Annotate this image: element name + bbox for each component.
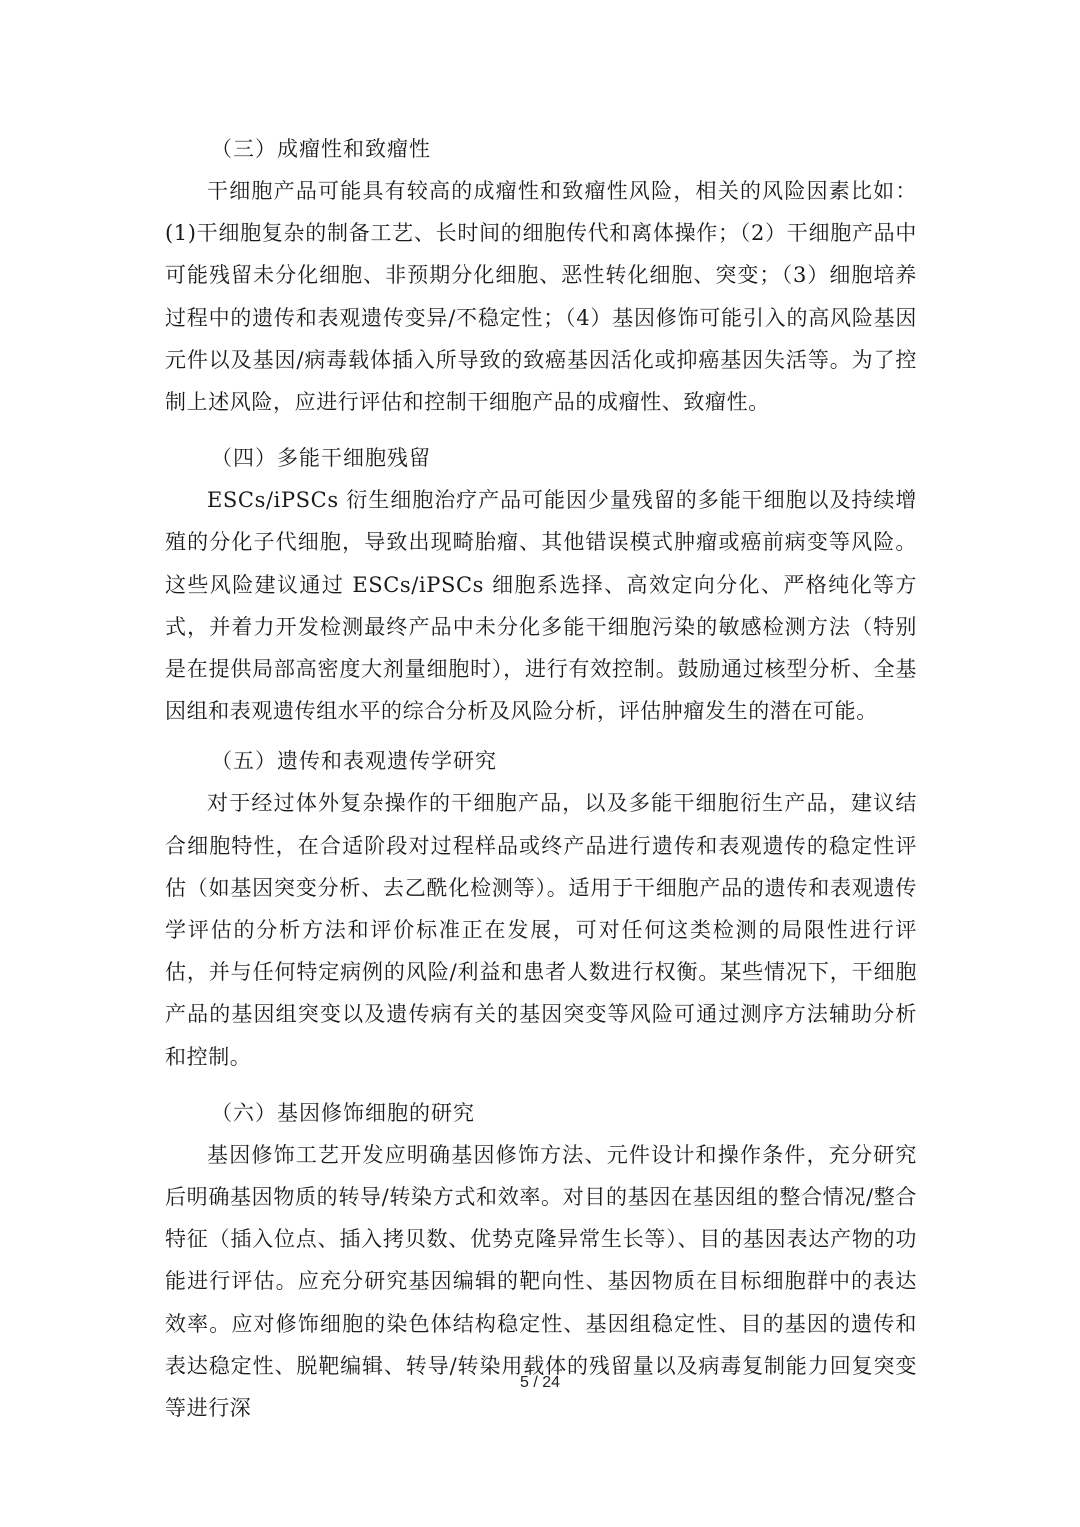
section-body-6: 基因修饰工艺开发应明确基因修饰方法、元件设计和操作条件，充分研究后明确基因物质的转导/转染方式和效率。对目的基因在基因组的整合情况/整合特征（插入位点、插入拷贝数、优势克隆异常生长等）、目的基因表达产物的功能进行评估。应充分研究基因编辑的靶向性、基因物质在目标细胞群中的表达效率。应对修饰细胞的染色体结构稳定性、基因组稳定性、目的基因的遗传和表达稳定性、脱靶编辑、转导/转染用载体的残留量以及病毒复制能力回复突变等进行深 bbox=[165, 1142, 917, 1421]
section-body-4: ESCs/iPSCs 衍生细胞治疗产品可能因少量残留的多能干细胞以及持续增殖的分化子代细胞，导致出现畸胎瘤、其他错误模式肿瘤或癌前病变等风险。这些风险建议通过 ESCs/iPSCs 细胞系选择、高效定向分化、严格纯化等方式，并着力开发检测最终产品中未分化多能干细胞污染的敏感检测方法（特别是在提供局部高密度大剂量细胞时），进行有效控制。鼓励通过核型分析、全基因组和表观遗传组水平的综合分析及风险分析，评估肿瘤发生的潜在可能。 bbox=[165, 488, 917, 724]
section-body-3: 干细胞产品可能具有较高的成瘤性和致瘤性风险，相关的风险因素比如：(1)干细胞复杂的制备工艺、长时间的细胞传代和离体操作；（2）干细胞产品中可能残留未分化细胞、非预期分化细胞、恶性转化细胞、突变；（3）细胞培养过程中的遗传和表观遗传变异/不稳定性；（4）基因修饰可能引入的高风险基因元件以及基因/病毒载体插入所导致的致癌基因活化或抑癌基因失活等。为了控制上述风险，应进行评估和控制干细胞产品的成瘤性、致瘤性。 bbox=[165, 179, 917, 415]
document-body bbox=[165, 128, 917, 1429]
section-heading-4: （四）多能干细胞残留 bbox=[211, 446, 431, 471]
page-number: 5 / 24 bbox=[519, 1374, 561, 1391]
section-heading-6: （六）基因修饰细胞的研究 bbox=[211, 1100, 475, 1125]
section-heading-3: （三）成瘤性和致瘤性 bbox=[211, 137, 431, 161]
section-heading-5: （五）遗传和表观遗传学研究 bbox=[211, 749, 497, 774]
section-body-5: 对于经过体外复杂操作的干细胞产品，以及多能干细胞衍生产品，建议结合细胞特性，在合适阶段对过程样品或终产品进行遗传和表观遗传的稳定性评估（如基因突变分析、去乙酰化检测等）。适用于干细胞产品的遗传和表观遗传学评估的分析方法和评价标准正在发展，可对任何这类检测的局限性进行评估，并与任何特定病例的风险/利益和患者人数进行权衡。某些情况下，干细胞产品的基因组突变以及遗传病有关的基因突变等风险可通过测序方法辅助分析和控制。 bbox=[165, 791, 917, 1069]
